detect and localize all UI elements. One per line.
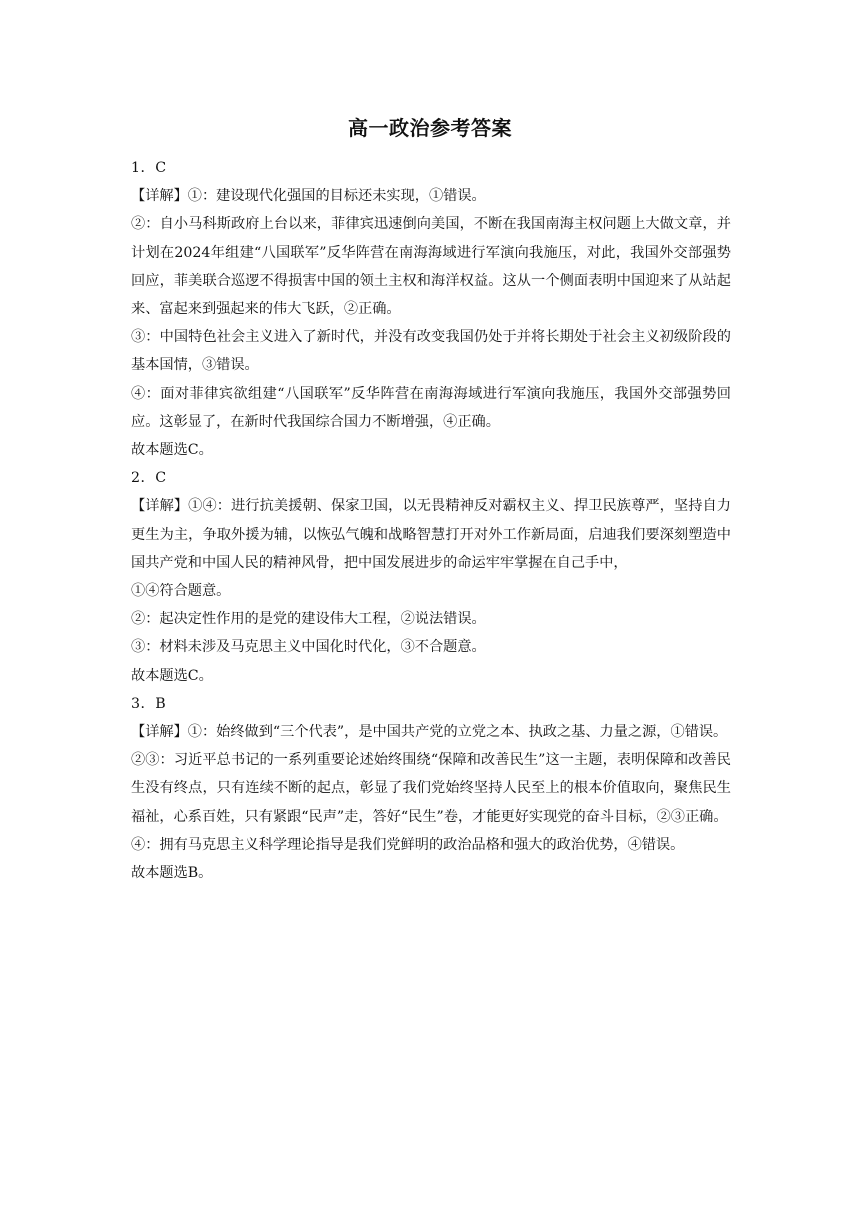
question-1-paragraph: ②：自小马科斯政府上台以来，菲律宾迅速倒向美国，不断在我国南海主权问题上大做文章，并计划在2024年组建“八国联军”反华阵营在南海海域进行军演向我施压，对此，我国外交部强势回应，菲美联合巡逻不得损害中国的领土主权和海洋权益。这从一个侧面表明中国迎来了从站起来、富起来到强起来的伟大飞跃，②正确。 [131,216,731,318]
question-2-conclusion: 故本题选C。 [131,667,213,684]
question-3-paragraph: 【详解】①：始终做到“三个代表”，是中国共产党的立党之本、执政之基、力量之源，①错误。 [131,724,728,741]
question-1-paragraph: 【详解】①：建设现代化强国的目标还未实现，①错误。 [131,188,486,205]
question-3-paragraph: ②③：习近平总书记的一系列重要论述始终围绕“保障和改善民生”这一主题，表明保障和改善民生没有终点，只有连续不断的起点，彰显了我们党始终坚持人民至上的根本价值取向，聚焦民生福祉，心系百姓，只有紧跟“民声”走，答好“民生”卷，才能更好实现党的奋斗目标，②③正确。 [131,752,731,825]
question-3-conclusion: 故本题选B。 [131,865,213,882]
question-1-paragraph: ③：中国特色社会主义进入了新时代，并没有改变我国仍处于并将长期处于社会主义初级阶段的基本国情，③错误。 [131,329,731,374]
question-1-number: 1．C [131,160,167,176]
question-2-paragraph: ②：起决定性作用的是党的建设伟大工程，②说法错误。 [131,611,486,628]
question-3-paragraph: ④：拥有马克思主义科学理论指导是我们党鲜明的政治品格和强大的政治优势，④错误。 [131,836,685,853]
question-2-paragraph: ③：材料未涉及马克思主义中国化时代化，③不合题意。 [131,639,486,656]
question-2-paragraph: 【详解】①④：进行抗美援朝、保家卫国，以无畏精神反对霸权主义、捍卫民族尊严，坚持自力更生为主，争取外援为辅，以恢弘气魄和战略智慧打开对外工作新局面，启迪我们要深刻塑造中国共产党和中国人民的精神风骨，把中国发展进步的命运牢牢掌握在自己手中， [131,498,731,571]
question-2-paragraph: ①④符合题意。 [131,583,231,600]
question-1-paragraph: ④：面对菲律宾欲组建“八国联军”反华阵营在南海海域进行军演向我施压，我国外交部强势回应。这彰显了，在新时代我国综合国力不断增强，④正确。 [131,385,731,430]
document-title: 高一政治参考答案 [348,116,512,140]
answer-content [131,154,731,887]
question-2-number: 2．C [131,470,167,487]
question-1-conclusion: 故本题选C。 [131,442,213,459]
question-3-number: 3．B [131,695,167,712]
